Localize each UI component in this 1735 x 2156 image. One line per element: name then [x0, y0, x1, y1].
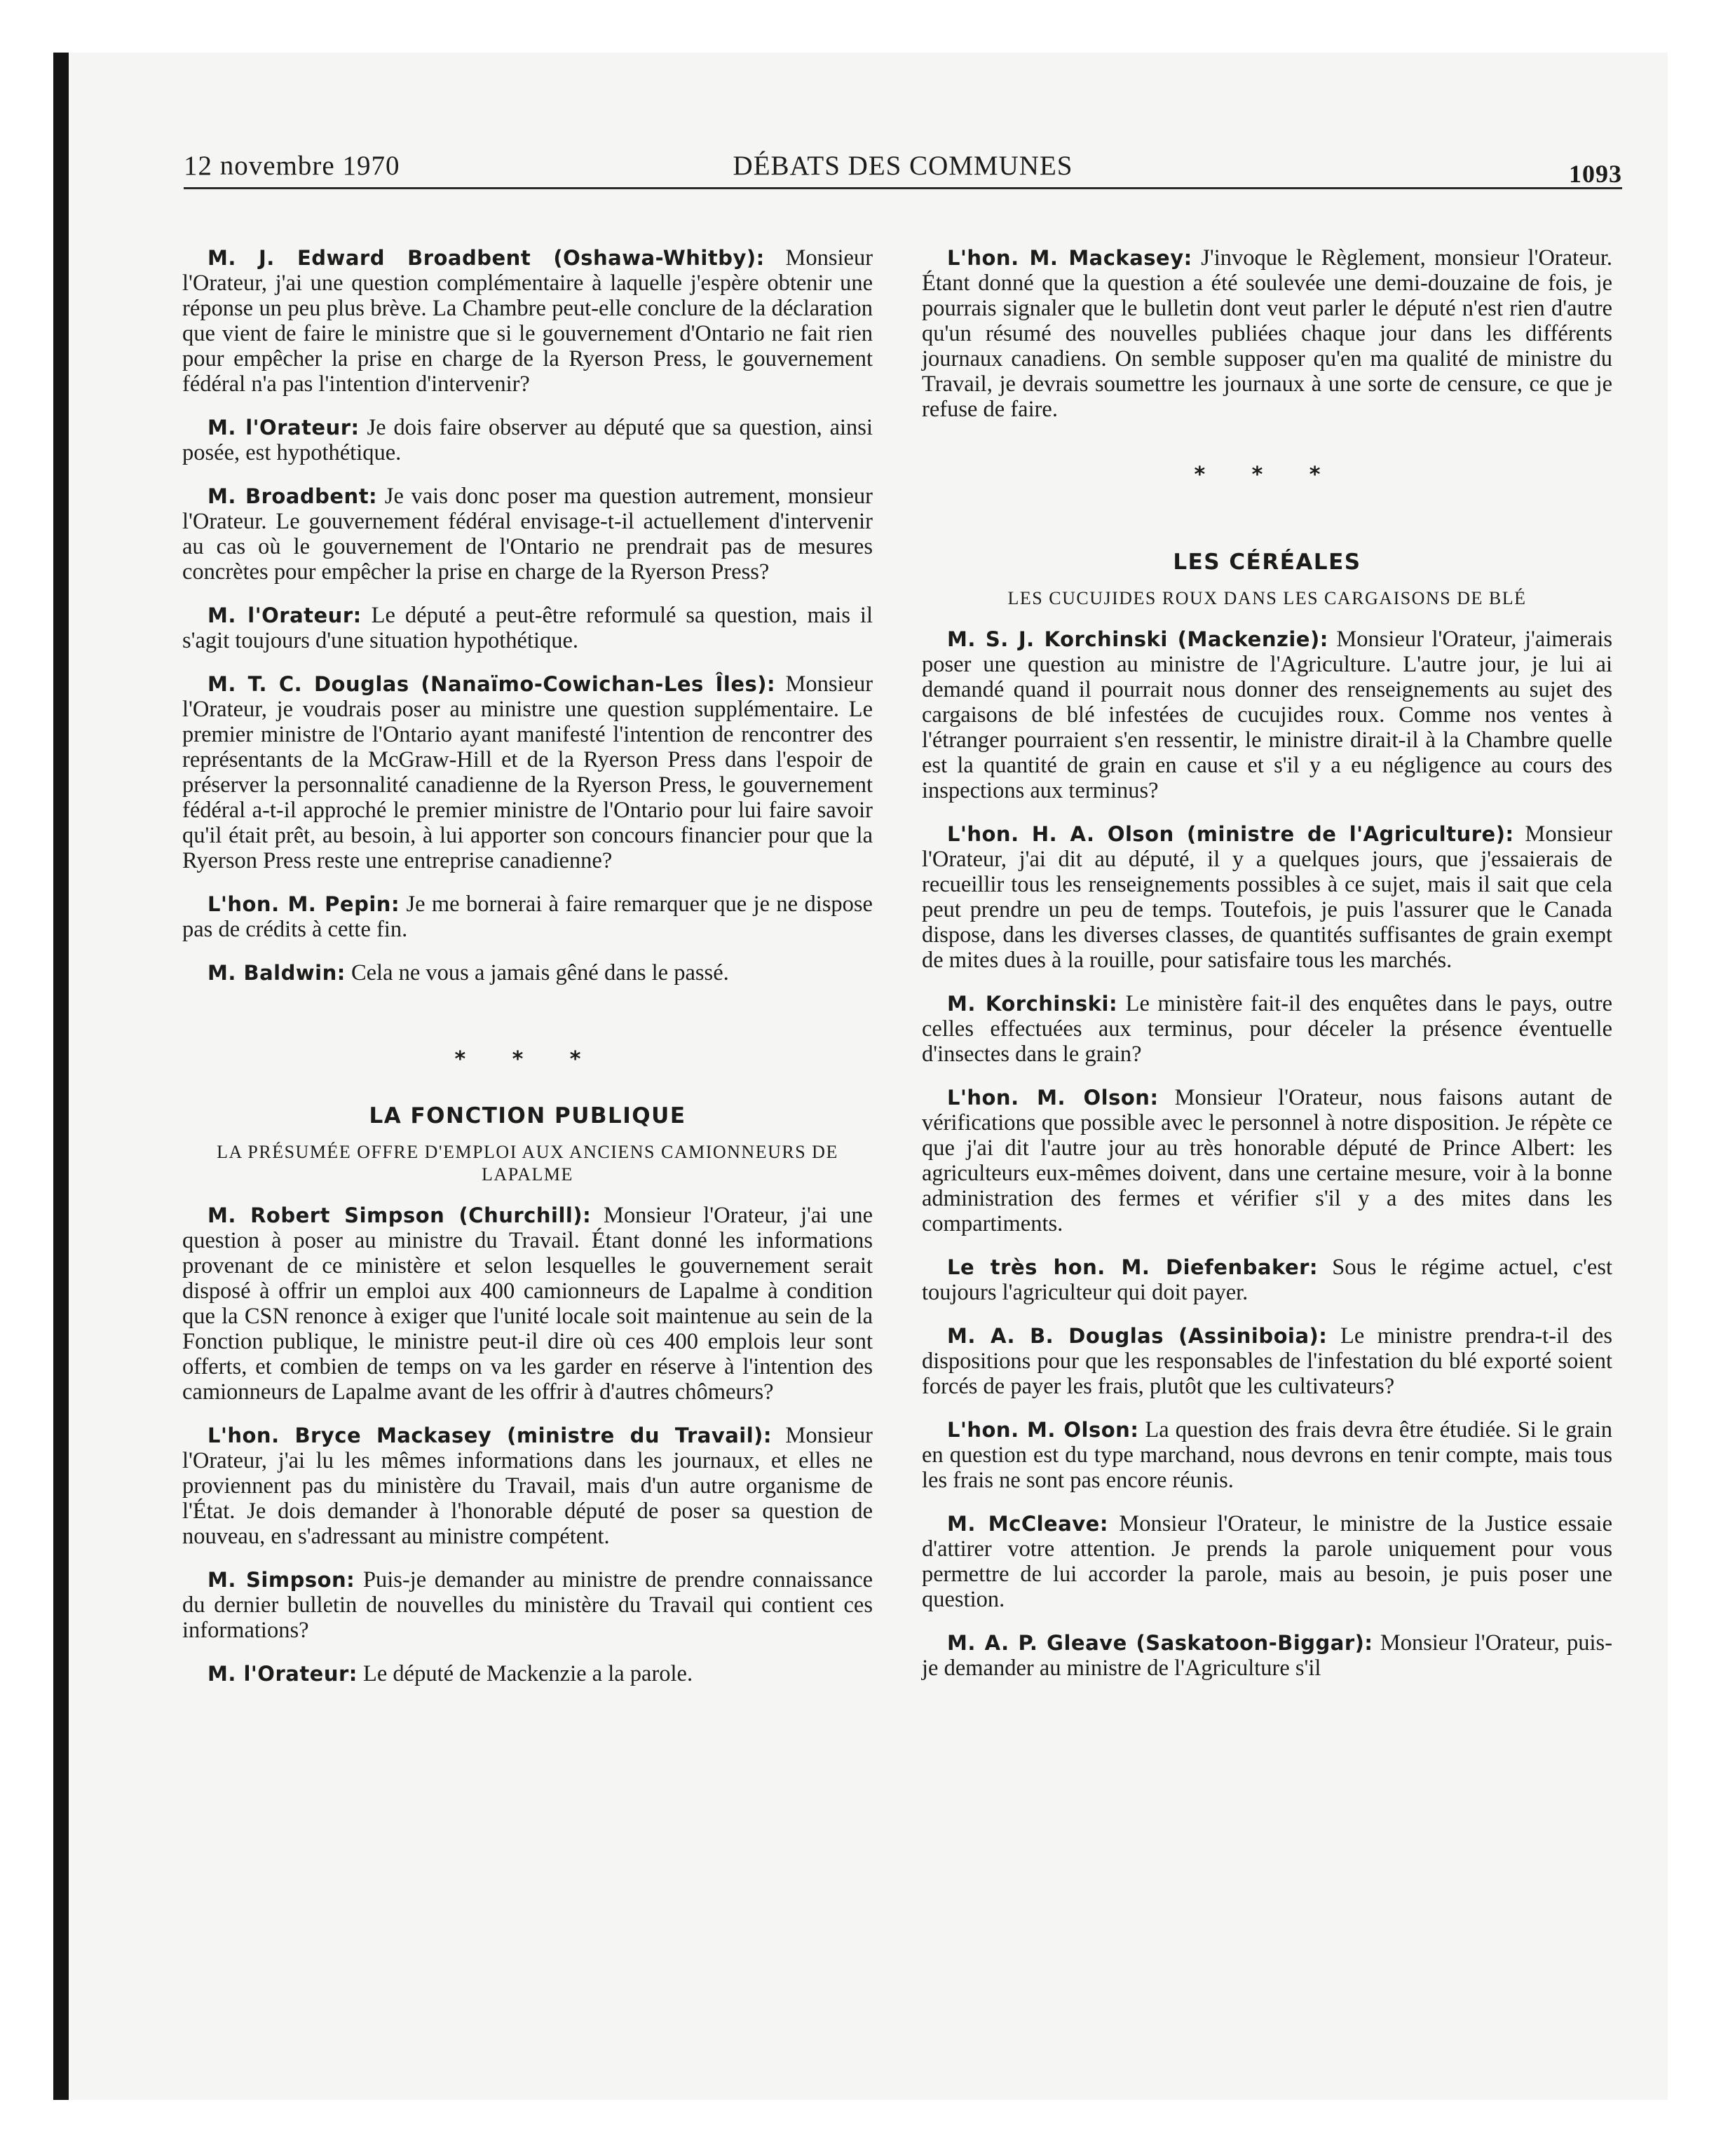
speech-text: Monsieur l'Orateur, j'ai une question à poser au ministre du Travail. Étant donné les informations provenant de ce ministère et selon lesquelles le gouvernement serait disposé à offrir un emploi aux 400 camionneurs de Lapalme à condition que la CSN renonce à exiger que l'unité locale soit maintenue au sein de la Fonction publique, le ministre peut-il dire où ces 400 emplois leur sont offerts, et combien de temps on va les garder en réserve à l'intention des camionneurs de Lapalme avant de les offrir à d'autres chômeurs? [182, 1203, 873, 1405]
speaker-name: M. S. J. Korchinski (Mackenzie): [947, 627, 1328, 651]
speaker-name: M. l'Orateur: [207, 1662, 358, 1686]
speaker-name: M. Korchinski: [947, 992, 1118, 1016]
paragraph [922, 1511, 1612, 1612]
paragraph [182, 1661, 873, 1686]
speaker-name: M. Baldwin: [207, 961, 346, 985]
speech-text: Monsieur l'Orateur, puis-je demander au ministre de l'Agriculture s'il [922, 1630, 1613, 1681]
paragraph [182, 892, 873, 942]
paragraph [922, 821, 1612, 973]
left-column [182, 245, 873, 1705]
speaker-name: L'hon. Bryce Mackasey (ministre du Travail): [207, 1424, 773, 1447]
right-column [922, 245, 1612, 1699]
section-title: LA FONCTION PUBLIQUE [369, 1103, 686, 1128]
speech-text: Monsieur l'Orateur, j'ai lu les mêmes informations dans les journaux, et elles ne proviennent pas du ministère du Travail, mais d'un autre organisme de l'État. Je dois demander à l'honorable député de poser sa question de nouveau, en s'adressant au ministre compétent. [182, 1423, 873, 1549]
paragraph [182, 960, 873, 985]
page-number: 1093 [1569, 160, 1622, 188]
speaker-name: M. Simpson: [207, 1568, 355, 1592]
speaker-name: M. l'Orateur: [207, 416, 360, 439]
header-title: DÉBATS DES COMMUNES [733, 151, 1073, 181]
paragraph [182, 415, 873, 465]
speech-text: Je dois faire observer au député que sa question, ainsi posée, est hypothétique. [182, 415, 873, 465]
speech-text: Le député de Mackenzie a la parole. [363, 1661, 693, 1686]
speaker-name: L'hon. H. A. Olson (ministre de l'Agriculture): [947, 822, 1514, 846]
paragraph [182, 245, 873, 397]
speaker-name: M. Broadbent: [207, 484, 378, 508]
paragraph [182, 1567, 873, 1643]
speaker-name: M. McCleave: [947, 1512, 1108, 1536]
section-subtitle: LA PRÉSUMÉE OFFRE D'EMPLOI AUX ANCIENS CAMIONNEURS DE LAPALME [217, 1142, 838, 1185]
speaker-name: Le très hon. M. Diefenbaker: [947, 1255, 1319, 1279]
speaker-name: M. Robert Simpson (Churchill): [207, 1203, 592, 1227]
paragraph [922, 1255, 1612, 1305]
section-separator: * * * [1194, 463, 1340, 487]
speech-text: Je me bornerai à faire remarquer que je ne dispose pas de crédits à cette fin. [182, 892, 873, 942]
speech-text: Monsieur l'Orateur, j'ai dit au député, il y a quelques jours, que j'essaierais de recueillir tous les renseignements possibles à ce sujet, mais il sait que cela peut prendre un peu de temps. Toutefois, je puis l'assurer que le Canada dispose, dans les diverses classes, de quantités suffisantes de grain exempt de mites dues à la rouille, pour satisfaire tous les marchés. [922, 821, 1612, 973]
paragraph [182, 484, 873, 585]
speaker-name: M. T. C. Douglas (Nanaïmo-Cowichan-Les Îles): [207, 672, 776, 696]
paragraph [922, 1417, 1612, 1493]
speaker-name: M. A. B. Douglas (Assiniboia): [947, 1324, 1328, 1348]
speech-text: J'invoque le Règlement, monsieur l'Orateur. Étant donné que la question a été soulevée une demi-douzaine de fois, je pourrais signaler que le bulletin dont veut parler le député n'est rien d'autre qu'un résumé des nouvelles publiées chaque jour dans les différents journaux canadiens. On semble supposer qu'en ma qualité de ministre du Travail, je devrais soumettre les journaux à une sorte de censure, ce que je refuse de faire. [922, 245, 1613, 422]
paragraph [182, 1423, 873, 1549]
speaker-name: M. J. Edward Broadbent (Oshawa-Whitby): [207, 246, 765, 270]
section-title: LES CÉRÉALES [1173, 550, 1361, 575]
speaker-name: M. l'Orateur: [207, 603, 362, 627]
speaker-name: L'hon. M. Olson: [947, 1086, 1159, 1110]
paragraph [922, 1630, 1612, 1681]
section-subtitle: LES CUCUJIDES ROUX DANS LES CARGAISONS DE BLÉ [1007, 588, 1527, 608]
speech-text: Sous le régime actuel, c'est toujours l'agriculteur qui doit payer. [922, 1255, 1613, 1305]
paragraph [922, 1085, 1612, 1236]
speaker-name: L'hon. M. Olson: [947, 1418, 1139, 1442]
speech-text: Le député a peut-être reformulé sa question, mais il s'agit toujours d'une situation hypothétique. [182, 603, 873, 653]
speech-text: Le ministre prendra-t-il des dispositions pour que les responsables de l'infestation du blé exporté soient forcés de payer les frais, plutôt que les cultivateurs? [922, 1323, 1613, 1399]
paragraph [182, 1203, 873, 1405]
paragraph [922, 991, 1612, 1067]
section-separator: * * * [454, 1047, 601, 1072]
speaker-name: L'hon. M. Mackasey: [947, 246, 1192, 270]
speaker-name: M. A. P. Gleave (Saskatoon-Biggar): [947, 1631, 1373, 1655]
paragraph [182, 671, 873, 873]
speech-text: Cela ne vous a jamais gêné dans le passé. [351, 960, 729, 985]
speech-text: Monsieur l'Orateur, j'ai une question complémentaire à laquelle j'espère obtenir une réponse un peu plus brève. La Chambre peut-elle conclure de la déclaration que vient de faire le ministre que si le gouvernement d'Ontario ne fait rien pour empêcher la prise en charge de la Ryerson Press, le gouvernement fédéral n'a pas l'intention d'intervenir? [182, 245, 873, 397]
header-date: 12 novembre 1970 [184, 151, 400, 181]
speech-text: Monsieur l'Orateur, le ministre de la Justice essaie d'attirer votre attention. Je prends la parole uniquement pour vous permettre de lui accorder la parole, mais au besoin, je puis poser une question. [922, 1511, 1612, 1612]
speaker-name: L'hon. M. Pepin: [207, 892, 400, 916]
speech-text: Monsieur l'Orateur, je voudrais poser au ministre une question supplémentaire. Le premier ministre de l'Ontario ayant manifesté l'intention de rencontrer des représentants de la McGraw-Hill et de la Ryerson Press dans l'espoir de préserver la personnalité canadienne de la Ryerson Press, le gouvernement fédéral a-t-il approché le premier ministre de l'Ontario pour lui faire savoir qu'il était prêt, au besoin, à lui apporter son concours financier pour que la Ryerson Press reste une entreprise canadienne? [182, 671, 873, 873]
paragraph [922, 627, 1612, 803]
speech-text: Je vais donc poser ma question autrement, monsieur l'Orateur. Le gouvernement fédéral envisage-t-il actuellement d'intervenir au cas où le gouvernement de l'Ontario ne prendrait pas de mesures concrètes pour empêcher la prise en charge de la Ryerson Press? [182, 484, 873, 585]
paragraph [922, 245, 1612, 422]
paragraph [922, 1323, 1612, 1399]
speech-text: Le ministère fait-il des enquêtes dans le pays, outre celles effectuées aux terminus, pour déceler la présence éventuelle d'insectes dans le grain? [922, 991, 1613, 1067]
speech-text: Monsieur l'Orateur, nous faisons autant de vérifications que possible avec le personnel à notre disposition. Je répète ce que j'ai dit l'autre jour au très honorable député de Prince Albert: les agriculteurs eux-mêmes doivent, dans une certaine mesure, voir à la bonne administration des fermes et vérifier s'il y a des mites dans les compartiments. [922, 1085, 1612, 1236]
speech-text: La question des frais devra être étudiée. Si le grain en question est du type marchand, nous devrons en tenir compte, mais tous les frais ne sont pas encore réunis. [922, 1417, 1613, 1493]
speech-text: Puis-je demander au ministre de prendre connaissance du dernier bulletin de nouvelles du ministère du Travail qui contient ces informations? [182, 1567, 873, 1643]
paragraph [182, 603, 873, 653]
page-header [184, 145, 1622, 189]
speech-text: Monsieur l'Orateur, j'aimerais poser une question au ministre de l'Agriculture. L'autre jour, je lui ai demandé quand il pourrait nous donner des renseignements au sujet des cargaisons de blé infestées de cucujides roux. Comme nos ventes à l'étranger pourraient s'en ressentir, le ministre dirait-il à la Chambre quelle est la quantité de grain en cause et s'il y a eu négligence au cours des inspections aux terminus? [922, 627, 1612, 803]
